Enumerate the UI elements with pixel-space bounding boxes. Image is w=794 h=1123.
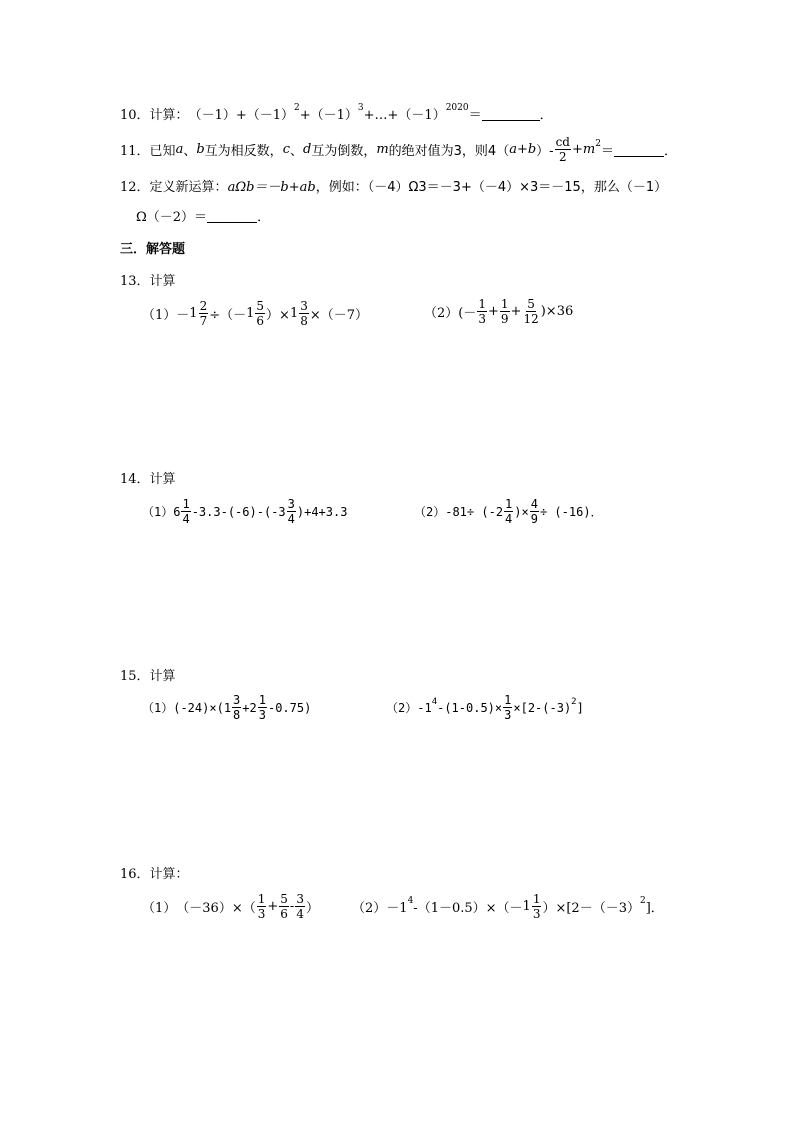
text: - — [289, 899, 295, 914]
text: 已知 — [149, 144, 176, 159]
answer-blank[interactable] — [207, 208, 257, 223]
question-label: 计算： — [149, 867, 189, 882]
text: ] — [576, 700, 584, 715]
text: + — [571, 142, 583, 157]
fraction-numerator: 5 — [256, 299, 265, 313]
question-14-part-1 — [142, 498, 347, 525]
fraction — [500, 298, 510, 325]
text: -（1－0.5）×（－ — [413, 901, 523, 916]
whole: 1 — [223, 700, 232, 715]
fraction — [477, 298, 487, 325]
exponent: 2 — [294, 102, 300, 113]
fraction — [279, 893, 289, 920]
question-14-header — [120, 468, 176, 487]
whole: 2 — [495, 504, 504, 519]
exponent: 2020 — [445, 102, 469, 113]
fraction-numerator: 3 — [296, 892, 304, 906]
whole: 3 — [278, 504, 286, 519]
text: ，例如：（－4）Ω3＝－3+（－4）×3＝－15，那么（－1） — [315, 180, 668, 195]
expression: a+b — [509, 142, 537, 157]
fraction-denominator: 4 — [505, 512, 513, 526]
expression-part: +（－1） — [299, 108, 358, 123]
mixed-number — [189, 300, 209, 327]
fraction — [504, 498, 513, 525]
text: （－36）×（ — [176, 901, 256, 916]
fraction-numerator: cd — [555, 135, 570, 149]
text: -(1-0.5)× — [437, 700, 503, 715]
text: ）×[2－（－3） — [542, 901, 640, 916]
whole: 1 — [246, 306, 255, 321]
fraction-numerator: 1 — [504, 693, 512, 707]
question-16-part-2 — [352, 893, 664, 920]
section-title: 三．解答题 — [120, 242, 186, 257]
text: Ω（－2）＝ — [136, 210, 208, 225]
whole: 1 — [289, 306, 299, 321]
question-number: 14． — [120, 472, 150, 487]
text: ÷ (-16)． — [539, 505, 603, 519]
text: )× — [514, 504, 529, 519]
fraction-numerator: 3 — [300, 299, 308, 313]
answer-blank[interactable] — [482, 106, 540, 121]
text: + — [488, 304, 499, 319]
fraction-denominator: 3 — [258, 708, 266, 722]
text: 的绝对值为3，则4（ — [388, 144, 510, 159]
fraction-numerator: 1 — [532, 892, 541, 906]
fraction — [503, 694, 512, 721]
text: 互为相反数， — [204, 144, 283, 159]
part-label: （2） — [424, 306, 459, 321]
part-label: （2） — [352, 901, 387, 916]
text: ]． — [645, 901, 664, 916]
question-number: 12． — [120, 180, 150, 195]
part-label: （1） — [142, 701, 174, 715]
text: + — [510, 304, 522, 319]
fraction — [299, 300, 309, 327]
text: 互为倒数， — [311, 144, 377, 159]
exponent: 2 — [571, 696, 577, 707]
whole: 1 — [189, 306, 198, 321]
fraction — [199, 300, 209, 327]
fraction-numerator: 3 — [287, 497, 295, 511]
fraction — [181, 498, 190, 525]
fraction-denominator: 3 — [478, 312, 486, 326]
question-15-header — [120, 665, 176, 684]
fraction-numerator: 1 — [500, 297, 509, 311]
fraction — [522, 298, 539, 325]
fraction-numerator: 3 — [233, 693, 241, 707]
mixed-number — [523, 893, 543, 920]
fraction — [530, 498, 539, 525]
mixed-number — [290, 300, 310, 327]
fraction — [532, 893, 542, 920]
text: )×36 — [540, 304, 574, 319]
text: 定义新运算： — [149, 180, 228, 195]
text: + — [242, 700, 250, 715]
fraction — [287, 498, 296, 525]
fraction-numerator: 5 — [527, 297, 535, 311]
question-number: 11． — [120, 144, 150, 159]
fraction — [555, 136, 571, 163]
fraction-numerator: 1 — [258, 693, 266, 707]
period: ． — [257, 210, 271, 225]
question-number: 13． — [120, 274, 150, 289]
question-10 — [120, 104, 553, 123]
equals-sign: ＝ — [600, 144, 614, 159]
exponent: 2 — [595, 138, 601, 149]
question-12 — [120, 176, 667, 195]
fraction-denominator: 3 — [532, 907, 541, 921]
text: ×（－7） — [309, 308, 369, 323]
whole: 6 — [173, 504, 181, 519]
question-15-part-2 — [386, 694, 584, 721]
fraction-numerator: 1 — [478, 297, 486, 311]
fraction-denominator: 7 — [199, 314, 208, 328]
text: 、 — [289, 144, 303, 159]
fraction-denominator: 4 — [287, 512, 295, 526]
text: -0.75) — [267, 700, 312, 715]
text: － — [176, 308, 190, 323]
text: )+4+3.3 — [296, 504, 348, 519]
exponent: 3 — [357, 102, 364, 113]
mixed-number — [246, 300, 266, 327]
variable: a — [175, 142, 184, 157]
variable: c — [282, 142, 290, 157]
whole: 2 — [249, 700, 257, 715]
fraction-denominator: 6 — [280, 907, 288, 921]
text: -3.3-(-6)-(- — [191, 504, 279, 519]
fraction — [258, 694, 267, 721]
question-number: 15． — [120, 669, 150, 684]
answer-blank[interactable] — [614, 142, 664, 157]
fraction-denominator: 4 — [296, 907, 304, 921]
mixed-number — [278, 498, 296, 525]
text: ÷（－ — [209, 308, 247, 323]
fraction-denominator: 6 — [256, 314, 265, 328]
text: －1 — [386, 901, 408, 916]
question-14-part-2 — [414, 498, 603, 525]
question-12-line2 — [136, 206, 270, 225]
text: -1 — [417, 700, 432, 715]
mixed-number — [496, 498, 514, 525]
period: ． — [539, 108, 553, 123]
part-label: （1） — [142, 308, 177, 323]
question-13-header — [120, 270, 176, 289]
text: (－ — [458, 306, 477, 321]
question-13-part-2 — [424, 298, 573, 325]
fraction-denominator: 9 — [530, 512, 538, 526]
text: ×[2-(-3) — [513, 700, 572, 715]
period: ． — [663, 144, 677, 159]
variable: m — [582, 142, 596, 157]
fraction-denominator: 8 — [300, 314, 308, 328]
question-label: 计算 — [149, 472, 176, 487]
text: + — [267, 899, 279, 914]
question-11 — [120, 136, 677, 163]
expression-part: +…+（－1） — [363, 108, 446, 123]
definition: aΩb＝－b+ab — [227, 180, 316, 195]
question-16-part-1 — [142, 893, 319, 920]
fraction-numerator: 4 — [530, 497, 538, 511]
part-label: （2） — [414, 505, 446, 519]
fraction-numerator: 5 — [280, 892, 288, 906]
exponent: 2 — [639, 895, 646, 906]
equals-sign: ＝ — [468, 108, 482, 123]
text: ） — [305, 901, 319, 916]
fraction-denominator: 8 — [233, 708, 241, 722]
variable: d — [302, 142, 312, 157]
part-label: （1） — [142, 505, 174, 519]
text: (-24)×( — [173, 700, 224, 715]
whole: 1 — [522, 899, 531, 914]
fraction — [295, 893, 305, 920]
fraction — [257, 893, 267, 920]
fraction-denominator: 3 — [504, 708, 512, 722]
question-number: 16． — [120, 867, 150, 882]
fraction-denominator: 4 — [182, 512, 190, 526]
question-13-part-1 — [142, 300, 368, 327]
variable: m — [376, 142, 389, 157]
question-label: 计算 — [149, 274, 176, 289]
part-label: （2） — [386, 701, 418, 715]
variable: b — [196, 142, 205, 157]
fraction-denominator: 3 — [257, 907, 266, 921]
text: -81÷ (- — [445, 504, 496, 519]
mixed-number — [250, 694, 268, 721]
fraction-numerator: 1 — [505, 497, 513, 511]
fraction-denominator: 12 — [523, 312, 539, 326]
fraction-numerator: 1 — [257, 892, 266, 906]
text: ）× — [266, 308, 290, 323]
question-number: 10． — [120, 108, 150, 123]
exponent: 4 — [431, 696, 438, 707]
question-label: 计算 — [149, 669, 176, 684]
question-16-header — [120, 863, 189, 882]
fraction-numerator: 1 — [182, 497, 190, 511]
fraction — [255, 300, 265, 327]
mixed-number — [224, 694, 242, 721]
question-label: 计算： — [149, 108, 189, 123]
mixed-number — [173, 498, 191, 525]
text: 、 — [183, 144, 197, 159]
fraction — [232, 694, 241, 721]
question-15-part-1 — [142, 694, 311, 721]
expression-part: （－1）+（－1） — [188, 108, 294, 123]
part-label: （1） — [142, 901, 177, 916]
fraction-numerator: 2 — [199, 299, 208, 313]
text: ）- — [536, 144, 554, 159]
fraction-denominator: 9 — [500, 312, 509, 326]
fraction-denominator: 2 — [558, 150, 567, 164]
exponent: 4 — [407, 895, 414, 906]
